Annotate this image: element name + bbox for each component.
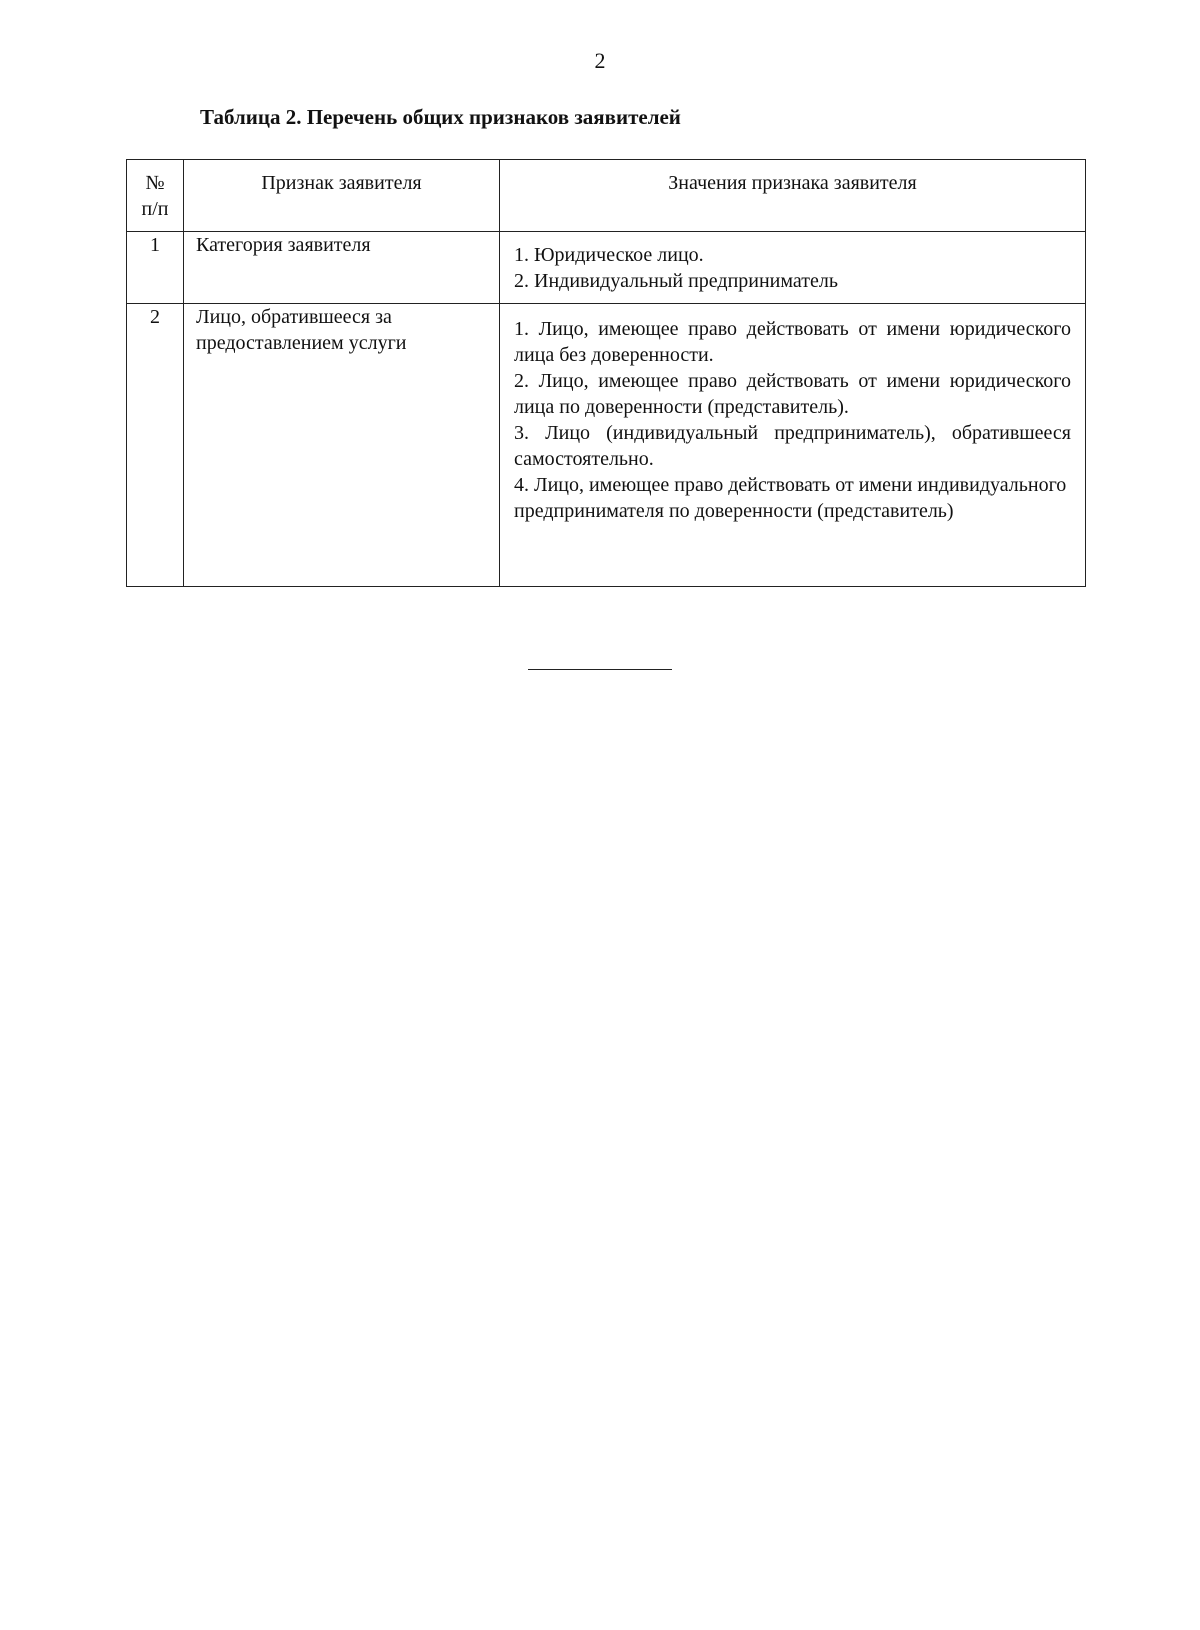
value-item: 2. Лицо, имеющее право действовать от имени юридического лица по доверенности (представитель). — [514, 370, 1071, 418]
applicant-attributes-table — [126, 159, 1086, 587]
row-values — [500, 232, 1086, 304]
table-header-row — [127, 160, 1086, 232]
row-values — [500, 304, 1086, 587]
end-separator-line — [528, 669, 672, 670]
value-item: 2. Индивидуальный предприниматель — [514, 270, 838, 292]
value-item: 1. Юридическое лицо. — [514, 244, 704, 266]
header-values: Значения признака заявителя — [500, 160, 1086, 232]
value-item: 3. Лицо (индивидуальный предприниматель), обратившееся самостоятельно. — [514, 422, 1071, 470]
page-number: 2 — [594, 48, 606, 73]
row-attribute: Лицо, обратившееся за предоставлением услуги — [184, 304, 500, 587]
table-row — [127, 304, 1086, 587]
header-number: № п/п — [127, 160, 184, 232]
value-item: 4. Лицо, имеющее право действовать от имени индивидуального предпринимателя по доверенности (представитель) — [514, 474, 1067, 522]
row-attribute: Категория заявителя — [184, 232, 500, 304]
header-attribute: Признак заявителя — [184, 160, 500, 232]
row-number: 1 — [127, 232, 184, 304]
table-row — [127, 232, 1086, 304]
row-number: 2 — [127, 304, 184, 587]
table-title: Таблица 2. Перечень общих признаков заявителей — [200, 105, 681, 129]
value-item: 1. Лицо, имеющее право действовать от имени юридического лица без доверенности. — [514, 318, 1071, 366]
